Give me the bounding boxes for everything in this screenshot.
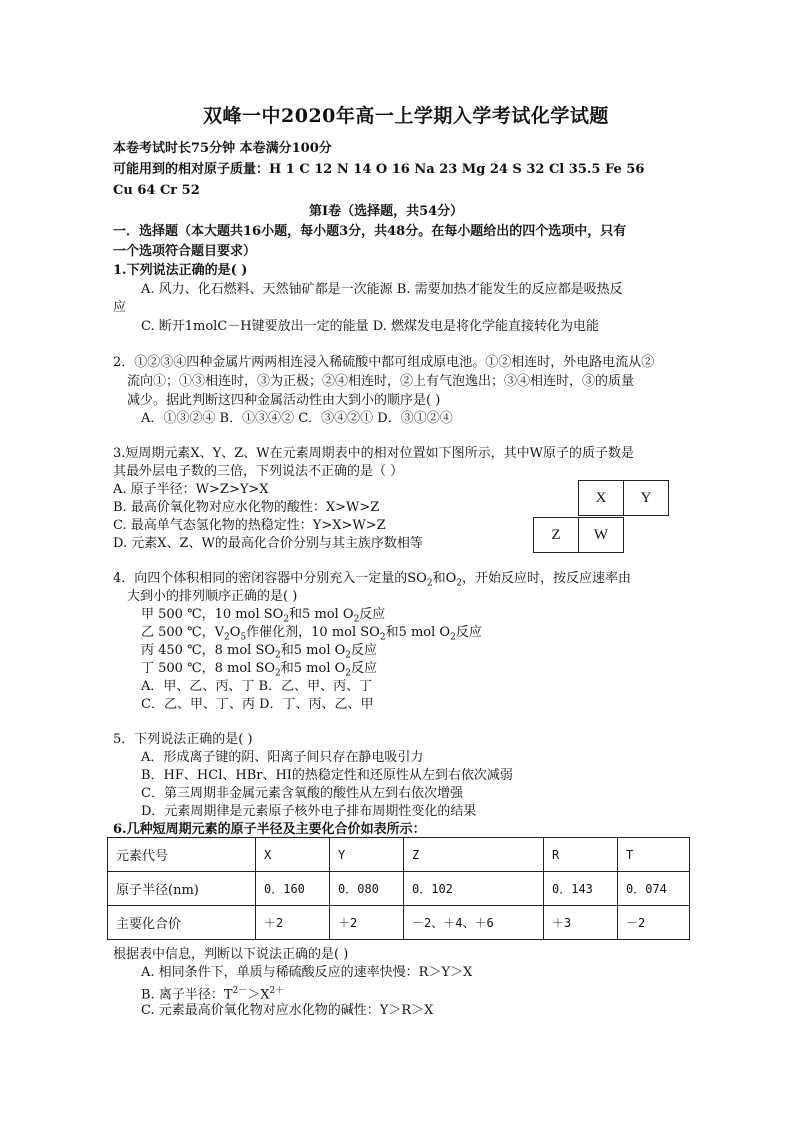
q3-option-c: C. 最高单气态氢化物的热稳定性：Y>X>W>Z: [113, 518, 386, 533]
q1-option-ab: A. 风力、化石燃料、天然铀矿都是一次能源 B. 需要加热才能发生的反应都是吸热反: [141, 282, 623, 297]
table-cell: 0．102: [404, 872, 544, 906]
q2-line-2: 流向①；①③相连时，③为正极；②④相连时，②上有气泡逸出；③④相连时，③的质量: [127, 374, 635, 389]
table-cell: ＋2: [330, 906, 404, 940]
q4-condition-yi: 乙 500 ℃，$V_2O_5$作催化剂，10 mol $SO_2$和5 mol $O_2$反应: [141, 625, 482, 643]
table-header-cell: Z: [404, 838, 544, 872]
q1-option-b-wrap: 应: [113, 300, 127, 315]
table-cell: －2: [618, 906, 690, 940]
q6-after-table: 根据表中信息，判断以下说法正确的是( ): [113, 947, 349, 962]
table-header-cell: X: [256, 838, 330, 872]
table-cell: －2、＋4、＋6: [404, 906, 544, 940]
table-row: [108, 906, 690, 940]
table-cell: ＋2: [256, 906, 330, 940]
q4-options-ab: A．甲、乙、丙、丁 B．乙、甲、丙、丁: [141, 679, 373, 694]
q4-condition-jia: 甲 500 ℃，10 mol $SO_2$和5 mol $O_2$反应: [141, 607, 386, 625]
table-cell: 0．080: [330, 872, 404, 906]
table-header-cell: T: [618, 838, 690, 872]
periodic-cell-y: Y: [623, 480, 669, 516]
atomic-mass-line-2: Cu 64 Cr 52: [113, 183, 200, 198]
q2-line-3: 减少。据此判断这四种金属活动性由大到小的顺序是( ): [127, 393, 441, 408]
q6-option-c: C. 元素最高价氧化物对应水化物的碱性：Y＞R＞X: [141, 1003, 434, 1018]
q3-option-d: D. 元素X、Z、W的最高化合价分别与其主族序数相等: [113, 536, 423, 551]
exam-duration: 本卷考试时长75分钟 本卷满分100分: [113, 141, 332, 156]
q2-line-1: 2．①②③④四种金属片两两相连浸入稀硫酸中都可组成原电池。①②相连时，外电路电流从②: [113, 355, 655, 370]
q5-option-c: C．第三周期非金属元素含氧酸的酸性从左到右依次增强: [141, 786, 463, 801]
q5-option-b: B．HF、HCl、HBr、HI的热稳定性和还原性从左到右依次减弱: [141, 768, 513, 783]
q2-options: A．①③②④ B．①③④② C．③④②① D．③①②④: [141, 411, 453, 426]
q5-option-a: A．形成离子键的阴、阳离子间只存在静电吸引力: [141, 750, 424, 765]
table-cell: ＋3: [544, 906, 618, 940]
table-header-cell: Y: [330, 838, 404, 872]
atomic-mass-line-1: 可能用到的相对原子质量：H 1 C 12 N 14 O 16 Na 23 Mg 24 S 32 Cl 35.5 Fe 56: [113, 162, 645, 177]
table-cell: 0．074: [618, 872, 690, 906]
table-header-row: [108, 838, 690, 872]
table-row: [108, 872, 690, 906]
q6-option-a: A. 相同条件下，单质与稀硫酸反应的速率快慢：R＞Y＞X: [141, 965, 473, 980]
section-title: 第Ⅰ卷（选择题，共54分）: [309, 204, 464, 219]
q4-line-2: 大到小的排列顺序正确的是( ): [127, 589, 298, 604]
section-intro-1: 一．选择题（本大题共16小题，每小题3分，共48分。在每小题给出的四个选项中，只有: [113, 224, 627, 239]
q4-condition-bing: 丙 450 ℃，8 mol $SO_2$和5 mol $O_2$反应: [141, 643, 378, 661]
periodic-cell-x: X: [578, 480, 624, 516]
q1-stem: 1.下列说法正确的是( ): [113, 263, 248, 278]
table-cell: 0．143: [544, 872, 618, 906]
table-header-cell: 元素代号: [108, 838, 256, 872]
table-cell: 主要化合价: [108, 906, 256, 940]
q6-stem: 6.几种短周期元素的原子半径及主要化合价如表所示：: [113, 822, 426, 837]
table-cell: 原子半径(nm): [108, 872, 256, 906]
q3-line-2: 其最外层电子数的三倍，下列说法不正确的是（ ）: [113, 464, 404, 479]
table-header-cell: R: [544, 838, 618, 872]
periodic-cell-w: W: [578, 517, 624, 553]
q1-option-cd: C. 断开1molC－H键要放出一定的能量 D. 燃煤发电是将化学能直接转化为电能: [141, 319, 599, 334]
section-intro-2: 一个选项符合题目要求）: [113, 244, 257, 259]
periodic-cell-z: Z: [533, 517, 579, 553]
q3-option-a: A. 原子半径：W>Z>Y>X: [113, 482, 269, 497]
q4-condition-ding: 丁 500 ℃，8 mol $SO_2$和5 mol $O_2$反应: [141, 661, 378, 679]
q5-option-d: D．元素周期律是元素原子核外电子排布周期性变化的结果: [141, 804, 477, 819]
q5-stem: 5．下列说法正确的是( ): [113, 732, 253, 747]
q4-line-1: 4．向四个体积相同的密闭容器中分别充入一定量的$SO_2$和$O_2$，开始反应时，按反应速率由: [113, 571, 631, 589]
element-data-table: [107, 837, 690, 940]
q3-option-b: B. 最高价氧化物对应水化物的酸性：X>W>Z: [113, 500, 380, 515]
table-cell: 0．160: [256, 872, 330, 906]
q6-option-b: B. 离子半径：$T^{2-}>X^{2+}$: [141, 986, 285, 1003]
exam-title: 双峰一中2020年高一上学期入学考试化学试题: [203, 105, 609, 127]
q3-line-1: 3.短周期元素X、Y、Z、W在元素周期表中的相对位置如下图所示，其中W原子的质子数是: [113, 446, 634, 461]
q4-options-cd: C．乙、甲、丁、丙 D．丁、丙、乙、甲: [141, 697, 374, 712]
